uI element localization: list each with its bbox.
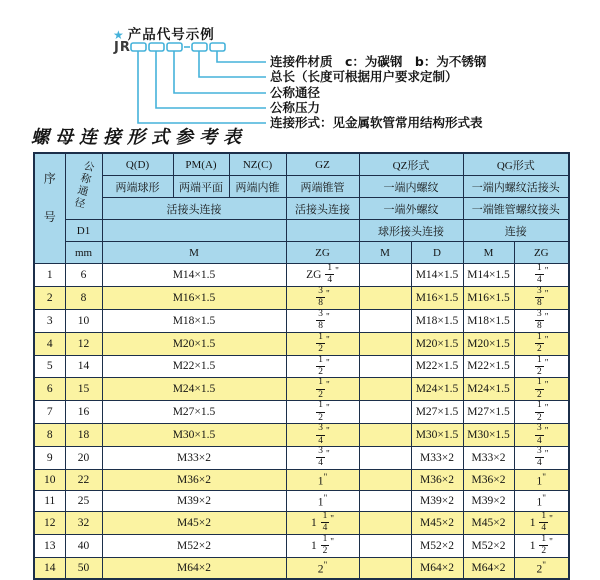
inch-mark: " xyxy=(542,472,547,483)
cell-dn: 40 xyxy=(65,534,102,557)
inch-mark: " xyxy=(325,334,330,345)
cell-seq: 6 xyxy=(34,378,65,401)
header-d1: D1 xyxy=(65,220,102,242)
cell-dn: 14 xyxy=(65,355,102,378)
cell-gz-zg: ZG $\frac{1}{4}$ " xyxy=(286,264,359,287)
cell-qg-m: M14×1.5 xyxy=(463,264,514,287)
cell-qz-m xyxy=(359,490,411,511)
cell-gz-zg: 1" xyxy=(286,490,359,511)
cell-qg-m: M22×1.5 xyxy=(463,355,514,378)
inch-mark: " xyxy=(325,357,330,368)
cell-qg-m: M39×2 xyxy=(463,490,514,511)
cell-qz-m xyxy=(359,332,411,355)
header-qz-desc2: 一端外螺纹 xyxy=(359,198,463,220)
cell-qz-m xyxy=(359,264,411,287)
nut-connection-table xyxy=(33,152,570,580)
header-qg-desc2: 一端锥管螺纹接头 xyxy=(463,198,569,220)
cell-m-thread: M33×2 xyxy=(102,447,286,470)
cell-qz-d: M14×1.5 xyxy=(411,264,463,287)
inch-mark: " xyxy=(544,288,549,299)
header-qz-d: D xyxy=(411,242,463,264)
header-pma-desc: 两端平面 xyxy=(173,176,229,198)
inch-mark: " xyxy=(325,402,330,413)
fraction: $\frac{3}{8}$ xyxy=(537,285,542,309)
fraction: $\frac{1}{2}$ xyxy=(318,354,323,377)
header-row-units xyxy=(34,242,569,264)
cell-gz-zg xyxy=(286,447,359,470)
cell-seq: 12 xyxy=(34,511,65,534)
header-qg-connection: 连接 xyxy=(463,220,569,242)
header-qg-zg: ZG xyxy=(514,242,569,264)
code-box xyxy=(131,43,146,51)
fraction: $\frac{3}{8}$ xyxy=(537,308,542,332)
cell-dn: 25 xyxy=(65,490,102,511)
code-box xyxy=(149,43,164,51)
inch-mark: " xyxy=(544,448,549,459)
inch-mark: " xyxy=(544,379,549,390)
cell-qg-zg: 2" xyxy=(514,557,569,579)
cell-qg-m: M18×1.5 xyxy=(463,309,514,332)
cell-seq: 4 xyxy=(34,332,65,355)
table-row xyxy=(34,309,569,332)
inch-mark: " xyxy=(323,493,328,504)
cell-seq: 11 xyxy=(34,490,65,511)
cell-qz-d: M33×2 xyxy=(411,447,463,470)
label-material: 连接件材质 c：为碳钢 b：为不锈钢 xyxy=(270,54,487,69)
fraction: $\frac{1}{2}$ xyxy=(537,377,542,400)
header-union-connection: 活接头连接 xyxy=(102,198,286,220)
table-row xyxy=(34,447,569,470)
header-dn-text: 公称通径 xyxy=(72,159,95,211)
cell-qz-d: M16×1.5 xyxy=(411,286,463,309)
code-box xyxy=(167,43,182,51)
table-row xyxy=(34,264,569,287)
fraction: $\frac{3}{4}$ xyxy=(318,446,323,469)
cell-qz-d: M64×2 xyxy=(411,557,463,579)
table-row xyxy=(34,490,569,511)
cell-gz-zg xyxy=(286,355,359,378)
inch-mark: " xyxy=(335,265,339,276)
cell-seq: 5 xyxy=(34,355,65,378)
cell-gz-zg: 2" xyxy=(286,557,359,579)
table-row xyxy=(34,355,569,378)
fraction: $\frac{1}{2}$ xyxy=(318,377,323,400)
table-row xyxy=(34,401,569,424)
cell-m-thread: M30×1.5 xyxy=(102,424,286,447)
cell-m-thread: M18×1.5 xyxy=(102,309,286,332)
diagram-title-label: 产品代号示例 xyxy=(127,27,215,43)
cell-qg-zg: 1 $\frac{1}{2}$ " xyxy=(514,534,569,557)
cell-qg-zg xyxy=(514,424,569,447)
cell-qg-zg xyxy=(514,264,569,287)
inch-mark: " xyxy=(325,448,330,459)
cell-gz-zg xyxy=(286,424,359,447)
cell-gz-zg: 1 $\frac{1}{4}$ " xyxy=(286,511,359,534)
cell-dn: 20 xyxy=(65,447,102,470)
cell-dn: 10 xyxy=(65,309,102,332)
fraction: $\frac{3}{4}$ xyxy=(537,446,542,469)
cell-gz-zg xyxy=(286,332,359,355)
cell-qg-m: M20×1.5 xyxy=(463,332,514,355)
cell-gz-zg: 1 $\frac{1}{2}$ " xyxy=(286,534,359,557)
cell-qg-m: M45×2 xyxy=(463,511,514,534)
product-code-diagram xyxy=(0,0,600,132)
cell-qz-m xyxy=(359,401,411,424)
cell-qz-d: M18×1.5 xyxy=(411,309,463,332)
cell-seq: 2 xyxy=(34,286,65,309)
cell-dn: 8 xyxy=(65,286,102,309)
cell-qz-m xyxy=(359,309,411,332)
header-form-qg: QG形式 xyxy=(463,153,569,176)
cell-qz-m xyxy=(359,447,411,470)
fraction: $\frac{1}{2}$ xyxy=(537,400,542,423)
cell-qz-m xyxy=(359,511,411,534)
cell-gz-zg: 1" xyxy=(286,469,359,490)
cell-dn: 6 xyxy=(65,264,102,287)
cell-m-thread: M20×1.5 xyxy=(102,332,286,355)
connector-pn xyxy=(156,51,266,108)
cell-qg-m: M36×2 xyxy=(463,469,514,490)
inch-mark: " xyxy=(549,513,553,524)
cell-dn: 15 xyxy=(65,378,102,401)
cell-seq: 3 xyxy=(34,309,65,332)
cell-qz-m xyxy=(359,557,411,579)
cell-qz-m xyxy=(359,469,411,490)
cell-gz-zg xyxy=(286,378,359,401)
cell-gz-zg xyxy=(286,286,359,309)
cell-m-thread: M52×2 xyxy=(102,534,286,557)
fraction: $\frac{3}{8}$ xyxy=(318,285,323,309)
cell-seq: 14 xyxy=(34,557,65,579)
cell-m-thread: M39×2 xyxy=(102,490,286,511)
code-box xyxy=(210,43,225,51)
connector-dn xyxy=(174,51,266,93)
table-row xyxy=(34,557,569,579)
header-form-gz: GZ xyxy=(286,153,359,176)
header-form-qd: Q(D) xyxy=(102,153,173,176)
inch-mark: " xyxy=(542,493,547,504)
table-row xyxy=(34,424,569,447)
fraction: $\frac{3}{8}$ xyxy=(318,308,323,332)
header-qz-connection: 球形接头连接 xyxy=(359,220,463,242)
header-qg-m: M xyxy=(463,242,514,264)
cell-seq: 8 xyxy=(34,424,65,447)
cell-qz-d: M24×1.5 xyxy=(411,378,463,401)
connector-material xyxy=(217,51,266,62)
cell-qg-zg xyxy=(514,309,569,332)
header-row-desc1 xyxy=(34,176,569,198)
header-nzc-desc: 两端内锥 xyxy=(229,176,286,198)
fraction: $\frac{1}{2}$ xyxy=(537,354,542,377)
label-nominal-diameter: 公称通径 xyxy=(270,85,321,100)
inch-mark: " xyxy=(544,402,549,413)
cell-qg-m: M52×2 xyxy=(463,534,514,557)
cell-qz-d: M36×2 xyxy=(411,469,463,490)
label-total-length: 总长（长度可根据用户要求定制） xyxy=(270,69,458,84)
header-row-codes xyxy=(34,153,569,176)
header-form-nzc: NZ(C) xyxy=(229,153,286,176)
header-qz-desc1: 一端内螺纹 xyxy=(359,176,463,198)
cell-gz-zg xyxy=(286,309,359,332)
cell-qg-zg xyxy=(514,332,569,355)
inch-mark: " xyxy=(544,357,549,368)
code-prefix: JR xyxy=(114,40,131,55)
header-seq xyxy=(34,153,65,264)
header-gz-connection: 活接头连接 xyxy=(286,198,359,220)
inch-mark: " xyxy=(323,472,328,483)
header-empty-gz xyxy=(286,220,359,242)
cell-qg-m: M24×1.5 xyxy=(463,378,514,401)
inch-mark: " xyxy=(542,559,547,570)
table-header xyxy=(34,153,569,264)
header-form-qz: QZ形式 xyxy=(359,153,463,176)
cell-qz-d: M52×2 xyxy=(411,534,463,557)
table-row xyxy=(34,534,569,557)
cell-qz-d: M30×1.5 xyxy=(411,424,463,447)
cell-qz-m xyxy=(359,424,411,447)
header-empty-left xyxy=(102,220,286,242)
header-m: M xyxy=(102,242,286,264)
fraction: $\frac{1}{2}$ xyxy=(537,331,542,355)
header-seq-text: 序号 xyxy=(42,171,57,249)
code-box xyxy=(192,43,207,51)
cell-qg-zg xyxy=(514,378,569,401)
cell-seq: 1 xyxy=(34,264,65,287)
header-qg-desc1: 一端内螺纹活接头 xyxy=(463,176,569,198)
inch-mark: " xyxy=(544,334,549,345)
inch-mark: " xyxy=(325,288,330,299)
cell-m-thread: M36×2 xyxy=(102,469,286,490)
cell-dn: 22 xyxy=(65,469,102,490)
inch-mark: " xyxy=(544,311,549,322)
fraction: $\frac{1}{2}$ xyxy=(318,400,323,423)
cell-m-thread: M64×2 xyxy=(102,557,286,579)
cell-qz-d: M39×2 xyxy=(411,490,463,511)
header-mm: mm xyxy=(65,242,102,264)
header-qz-m: M xyxy=(359,242,411,264)
cell-m-thread: M16×1.5 xyxy=(102,286,286,309)
cell-m-thread: M22×1.5 xyxy=(102,355,286,378)
cell-qg-m: M64×2 xyxy=(463,557,514,579)
fraction: $\frac{1}{2}$ xyxy=(322,533,328,557)
cell-dn: 18 xyxy=(65,424,102,447)
cell-qz-m xyxy=(359,378,411,401)
cell-seq: 9 xyxy=(34,447,65,470)
table-row xyxy=(34,511,569,534)
cell-m-thread: M27×1.5 xyxy=(102,401,286,424)
cell-qg-zg xyxy=(514,401,569,424)
cell-qz-m xyxy=(359,355,411,378)
inch-mark: " xyxy=(330,536,335,547)
cell-gz-zg xyxy=(286,401,359,424)
cell-qg-zg xyxy=(514,286,569,309)
fraction: $\frac{1}{4}$ xyxy=(322,510,328,534)
inch-mark: " xyxy=(325,425,330,436)
cell-qg-zg xyxy=(514,447,569,470)
cell-qg-zg xyxy=(514,355,569,378)
cell-seq: 10 xyxy=(34,469,65,490)
cell-qg-m: M27×1.5 xyxy=(463,401,514,424)
cell-qg-zg: 1" xyxy=(514,490,569,511)
table-row xyxy=(34,469,569,490)
cell-qz-d: M20×1.5 xyxy=(411,332,463,355)
star-icon: ★ xyxy=(113,28,125,42)
table-body xyxy=(34,264,569,579)
cell-seq: 13 xyxy=(34,534,65,557)
header-qd-desc: 两端球形 xyxy=(102,176,173,198)
inch-mark: " xyxy=(325,311,330,322)
cell-qz-d: M27×1.5 xyxy=(411,401,463,424)
header-gz-desc: 两端锥管 xyxy=(286,176,359,198)
cell-qz-d: M45×2 xyxy=(411,511,463,534)
cell-m-thread: M14×1.5 xyxy=(102,264,286,287)
cell-dn: 32 xyxy=(65,511,102,534)
cell-qg-m: M30×1.5 xyxy=(463,424,514,447)
cell-dn: 16 xyxy=(65,401,102,424)
cell-qz-d: M22×1.5 xyxy=(411,355,463,378)
inch-mark: " xyxy=(330,513,335,524)
cell-dn: 50 xyxy=(65,557,102,579)
header-form-pma: PM(A) xyxy=(173,153,229,176)
fraction: $\frac{3}{4}$ xyxy=(537,423,542,446)
label-nominal-pressure: 公称压力 xyxy=(270,100,321,115)
cell-seq: 7 xyxy=(34,401,65,424)
header-dn xyxy=(65,153,102,220)
inch-mark: " xyxy=(544,265,549,276)
table-row xyxy=(34,286,569,309)
connector-length xyxy=(199,51,266,77)
cell-qg-m: M33×2 xyxy=(463,447,514,470)
fraction: $\frac{3}{4}$ xyxy=(318,423,323,446)
cell-m-thread: M45×2 xyxy=(102,511,286,534)
table-title: 螺母连接形式参考表 xyxy=(31,127,247,147)
header-row-desc2 xyxy=(34,198,569,220)
fraction: $\frac{1}{4}$ xyxy=(327,263,333,286)
inch-mark: " xyxy=(544,425,549,436)
cell-qg-m: M16×1.5 xyxy=(463,286,514,309)
fraction: $\frac{1}{4}$ xyxy=(537,263,542,286)
table-row xyxy=(34,378,569,401)
cell-dn: 12 xyxy=(65,332,102,355)
table-row xyxy=(34,332,569,355)
header-row-d1 xyxy=(34,220,569,242)
cell-qz-m xyxy=(359,534,411,557)
label-connection-form: 连接形式：见金属软管常用结构形式表 xyxy=(270,115,483,130)
fraction: $\frac{1}{4}$ xyxy=(541,510,547,534)
header-zg: ZG xyxy=(286,242,359,264)
inch-mark: " xyxy=(325,379,330,390)
cell-qg-zg: 1 $\frac{1}{4}$ " xyxy=(514,511,569,534)
inch-mark: " xyxy=(323,559,328,570)
fraction: $\frac{1}{2}$ xyxy=(541,533,547,557)
cell-m-thread: M24×1.5 xyxy=(102,378,286,401)
cell-qg-zg: 1" xyxy=(514,469,569,490)
fraction: $\frac{1}{2}$ xyxy=(318,331,323,355)
inch-mark: " xyxy=(549,536,553,547)
cell-qz-m xyxy=(359,286,411,309)
